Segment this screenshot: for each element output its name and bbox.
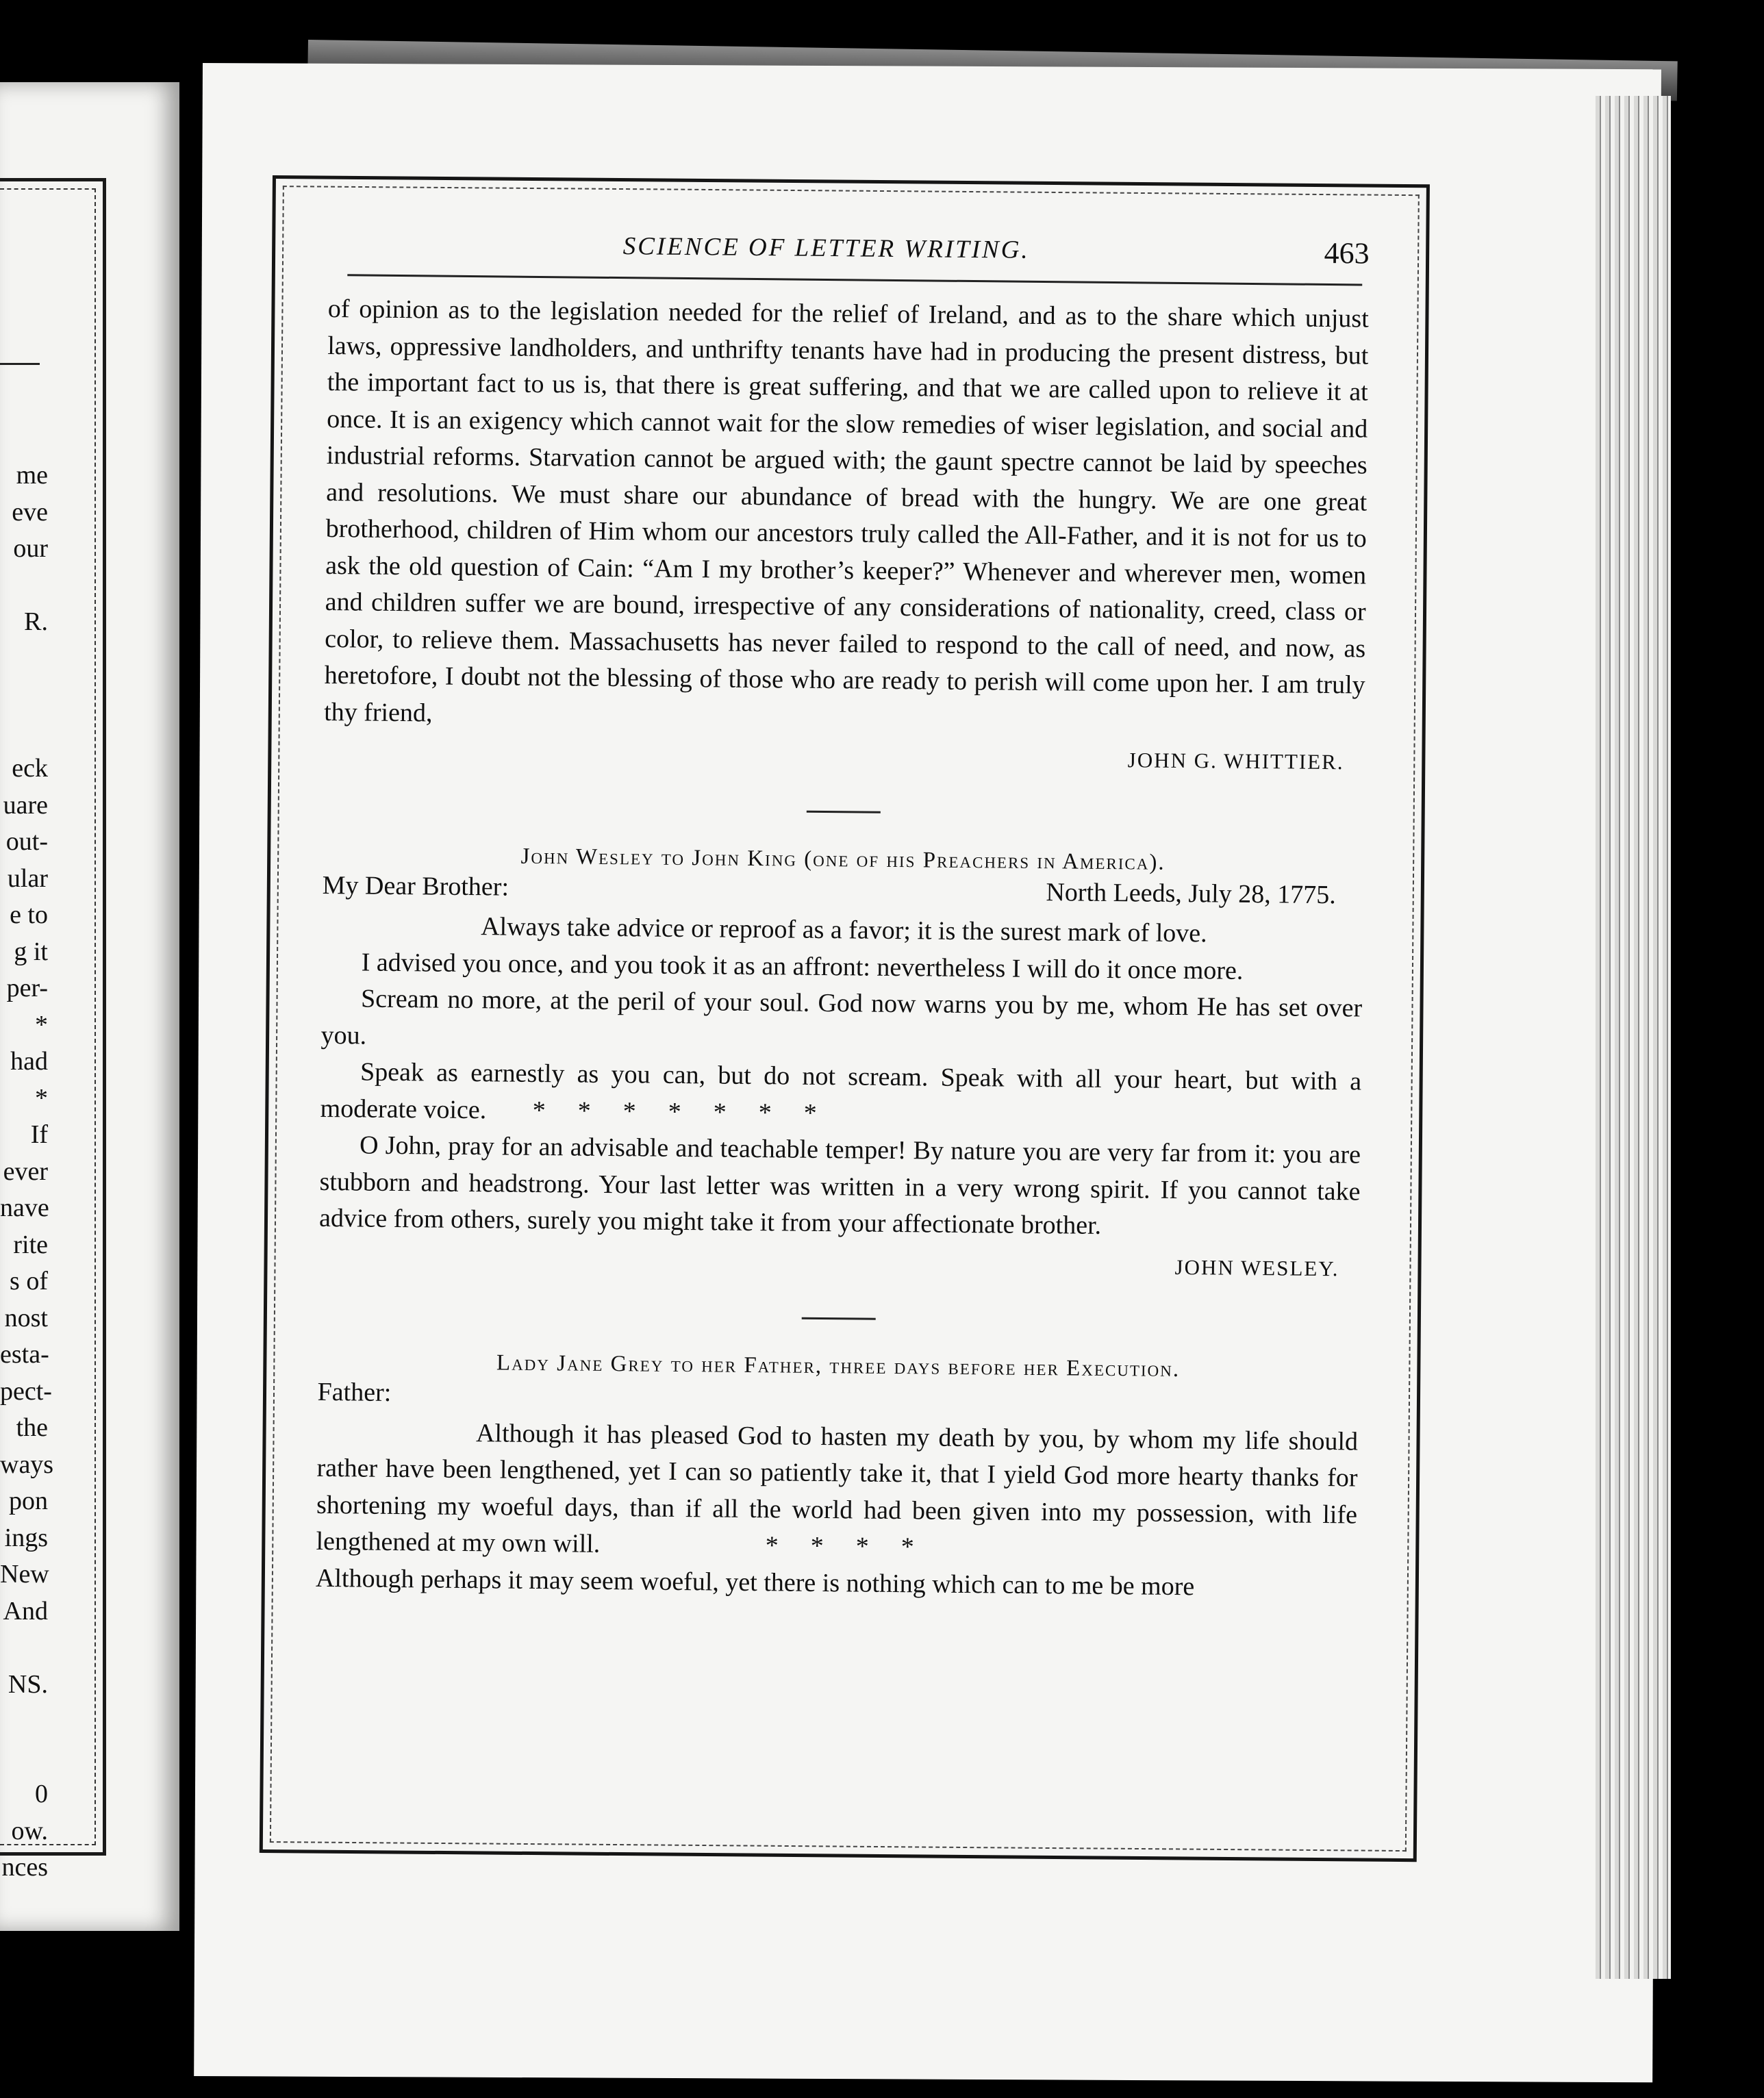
left-facing-page: [0, 82, 179, 1931]
left-page-fragment: *: [35, 1083, 48, 1113]
wesley-salutation: My Dear Brother:: [322, 870, 509, 902]
left-page-fragment: [0, 1703, 48, 1740]
left-page-fragment: s of: [10, 1267, 48, 1296]
wesley-paragraph: [320, 1054, 1361, 1137]
wesley-letter-heading: John Wesley to John King (one of his Preachers in America).: [520, 844, 1166, 875]
left-page-fragment: had: [10, 1047, 48, 1076]
left-page-fragment: 0: [35, 1780, 48, 1808]
wesley-paragraph: O John, pray for an advisable and teachable temper! By nature you are very far from it: you are stubborn and headstrong. Your last letter was written in a very wrong spirit. If you cannot take advice from others, surely you might take it from your affectionate brother.: [318, 1130, 1361, 1240]
left-page-fragment: If: [30, 1120, 48, 1149]
left-page-fragment: ever: [3, 1157, 48, 1186]
ellipsis-star: *: [765, 1531, 779, 1560]
left-page-fragment: ings: [4, 1523, 48, 1552]
ellipsis-star: *: [810, 1531, 824, 1561]
left-page-fragment: eck: [12, 754, 48, 783]
ellipsis-star: *: [900, 1532, 914, 1562]
left-page-fragment: uare: [3, 790, 48, 820]
ellipsis-stars: [486, 1096, 817, 1128]
grey-salutation: Father:: [317, 1377, 392, 1407]
ellipsis-star: *: [803, 1098, 817, 1128]
left-page-fragment: And: [3, 1596, 48, 1626]
running-title: SCIENCE OF LETTER WRITING.: [622, 232, 1030, 264]
left-page-fragment: per-: [6, 974, 48, 1002]
left-page-fragment: NS.: [8, 1669, 48, 1699]
whittier-signature: JOHN G. WHITTIER.: [1127, 748, 1344, 774]
left-page-fragment: [0, 714, 48, 751]
left-page-fragment: the: [16, 1413, 48, 1442]
ellipsis-star: *: [622, 1096, 636, 1126]
left-page-fragment: rite: [13, 1230, 48, 1259]
section-divider: [802, 1317, 876, 1319]
left-page-fragment: nave: [0, 1193, 49, 1222]
page-content: [316, 226, 1370, 1606]
left-page-rule: [0, 363, 40, 365]
left-page-fragment: e to: [10, 900, 48, 929]
left-page-fragment: ways: [0, 1450, 54, 1479]
left-page-fragment: our: [13, 534, 48, 563]
wesley-dateline: North Leeds, July 28, 1775.: [1046, 878, 1336, 910]
wesley-paragraph: Always take advice or reproof as a favor; it is the surest mark of love.: [480, 912, 1207, 948]
page-number: 463: [1324, 236, 1370, 270]
ellipsis-star: *: [758, 1098, 772, 1127]
left-page-fragment: [0, 1630, 48, 1667]
left-page-fragment: R.: [24, 607, 48, 636]
left-page-fragment: out-: [5, 827, 48, 856]
left-page-fragment: *: [35, 1010, 48, 1039]
ellipsis-star: *: [713, 1097, 727, 1127]
grey-paragraph: [316, 1413, 1358, 1570]
left-page-fragment: g it: [14, 937, 48, 966]
left-page-fragment: pect-: [0, 1376, 52, 1406]
left-page-fragment: esta-: [0, 1340, 49, 1369]
left-page-fragment: ular: [7, 863, 48, 893]
left-page-fragment: pon: [9, 1487, 48, 1515]
wesley-signature: JOHN WESLEY.: [1174, 1254, 1339, 1280]
running-head: [328, 226, 1370, 284]
left-page-fragment: me: [16, 461, 48, 490]
left-page-fragment: [0, 641, 48, 678]
grey-letter-heading: Lady Jane Grey to her Father, three days before her Execution.: [496, 1350, 1181, 1382]
left-page-fragment: [0, 568, 48, 605]
ellipsis-star: *: [855, 1532, 869, 1561]
ellipsis-stars: [600, 1530, 914, 1562]
wesley-paragraph-text: Speak as earnestly as you can, but do not scream. Speak with all your heart, but with a moderate voice.: [320, 1057, 1362, 1124]
whittier-letter-text: of opinion as to the legislation needed for the relief of Ireland, and as to the share which unjust laws, oppressive landholders, and unthrifty tenants have had in producing the present distress, but the important fact to us is, that there is great suffering, and that we are called upon to relieve it at once. It is an exigency which cannot wait for the slow remedies of wiser legislation, and social and industrial reforms. Starvation cannot be argued with; the gaunt spectre cannot be laid by speeches and resolutions. We must share our abundance of bread with the hungry. We are one great brotherhood, children of Him whom our ancestors truly called the All-Father, and it is not for us to ask the old question of Cain: “Am I my brother’s keeper?” Whenever and wherever men, women and children suffer we are bound, irrespective of any considerations of nationality, creed, class or color, to relieve them. Massachusetts has never failed to respond to the call of need, and now, as heretofore, I doubt not the blessing of those who are ready to perish will come upon her. I am truly thy friend,: [323, 294, 1369, 727]
wesley-paragraph: I advised you once, and you took it as an affront: nevertheless I will do it once more.: [361, 948, 1244, 985]
left-page-fragment: New: [0, 1560, 49, 1589]
grey-paragraph-text: Although it has pleased God to hasten my death by you, by whom my life should rather have been lengthened, yet I can so patiently take it, that I yield God more hearty thanks for shortening my woeful days, than if all the world had been given into my possession, with life lengthened at my own will.: [316, 1418, 1359, 1558]
wesley-paragraph: Scream no more, at the peril of your soul. God now warns you by me, whom He has set over you.: [320, 984, 1363, 1050]
left-page-fragment: ow.: [11, 1816, 48, 1845]
ellipsis-star: *: [668, 1097, 681, 1126]
ellipsis-star: *: [577, 1096, 591, 1126]
left-page-fragment: [0, 1740, 48, 1777]
section-divider: [807, 811, 881, 813]
ellipsis-star: *: [532, 1096, 546, 1125]
left-page-fragment: nost: [4, 1303, 48, 1332]
grey-continuation: Although perhaps it may seem woeful, yet there is nothing which can to me be more: [315, 1563, 1195, 1601]
left-page-text-fragments: [0, 457, 54, 1886]
left-page-fragment: eve: [12, 497, 48, 527]
left-page-fragment: nces: [1, 1853, 48, 1882]
page-edges: [1596, 96, 1671, 1979]
left-page-fragment: [0, 677, 48, 714]
